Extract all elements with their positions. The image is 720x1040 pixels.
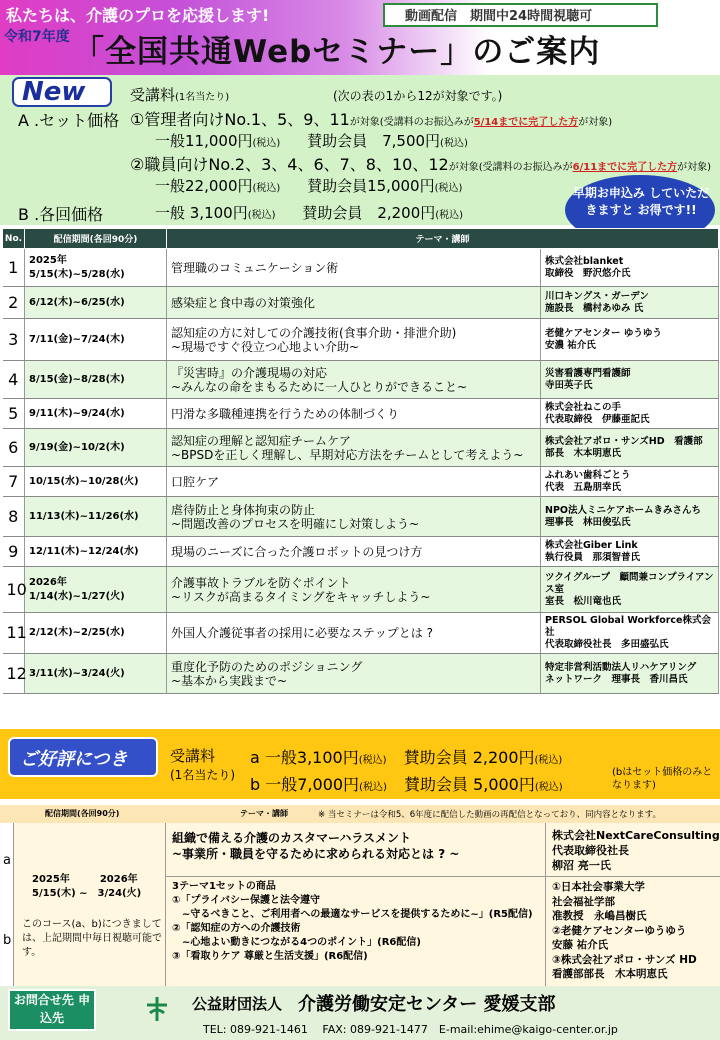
course-years: 2025年 2026年 [32,874,138,885]
manager-price-row [155,130,468,151]
session-theme: 介護事故トラブルを防ぐポイント ~リスクが高まるタイミングをキャッチしよう~ [167,567,541,613]
table-row [3,467,719,497]
session-theme: 『災害時』の介護現場の対応 ~みんなの命をまもるために一人ひとりができること~ [167,361,541,399]
tax-label: (税込) [358,755,387,766]
session-theme: 重度化予防のためのポジショニング ~基本から実践まで~ [167,654,541,694]
session-theme: 虐待防止と身体拘束の防止 ~問題改善のプロセスを明確にし対策しよう~ [167,497,541,537]
session-number: 4 [3,361,25,399]
session-speaker: NPO法人ミニケアホームきみさんち 理事長 林田俊弘氏 [541,497,719,537]
session-speaker: 株式会社blanket 取締役 野沢悠介氏 [541,249,719,287]
session-speaker: 災害看護専門看護師 寺田英子氏 [541,361,719,399]
each-price-row [155,202,463,223]
table-row [3,399,719,429]
session-date: 2025年 5/15(木)~5/28(水) [25,249,167,287]
course-date-range: 5/15(木) ~ 3/24(火) [32,888,142,899]
session-number: 3 [3,319,25,361]
contact-badge-label: お問合せ先 申込先 [13,993,91,1025]
table2-divider [165,823,166,986]
session-theme: 感染症と食中毒の対策強化 [167,287,541,319]
manager-deadline: 5/14までに完了した方 [473,117,579,128]
row-label-a: a [3,853,11,868]
each-general-price: 一般 3,100円 [155,204,248,222]
course-a-speaker: 株式会社NextCareConsulting 代表取締役社長 柳沼 亮一氏 [552,829,720,872]
fiscal-year: 令和7年度 [4,29,70,45]
session-date: 12/11(木)~12/24(水) [25,537,167,567]
stream-info: 動画配信 期間中24時間視聴可 [405,9,593,24]
session-speaker: ツクイグループ 顧問兼コンプライアンス室 室長 松川竜也氏 [541,567,719,613]
organization-prefix: 公益財団法人 [192,995,283,1013]
session-theme: 認知症の理解と認知症チームケア ~BPSDを正しく理解し、早期対応方法をチームとして考えよう~ [167,429,541,467]
manager-set-note-b: が対象) [578,117,613,128]
seminar-schedule-table [2,228,719,694]
manager-set-row [130,107,612,130]
tax-label: (税込) [252,138,281,149]
session-number: 5 [3,399,25,429]
session-number: 7 [3,467,25,497]
contact-info: TEL: 089-921-1461 FAX: 089-921-1477 E-mail:ehime@kaigo-center.or.jp [203,1023,618,1036]
staff-deadline: 6/11までに完了した方 [572,162,678,173]
organization-name: 介護労働安定センター 愛媛支部 [298,994,556,1015]
session-speaker: 株式会社Giber Link 執行役員 那須智普氏 [541,537,719,567]
session-theme: 外国人介護従事者の採用に必要なステップとは ? [167,613,541,654]
popular-b-row [250,772,563,795]
tax-label: (税込) [435,210,464,221]
staff-price-row [155,175,462,196]
session-theme: 口腔ケア [167,467,541,497]
session-number: 12 [3,654,25,694]
session-number: 2 [3,287,25,319]
session-number: 10 [3,567,25,613]
set-price-label: A .セット価格 [18,111,120,130]
each-member-price: 賛助会員 2,200円 [302,204,436,222]
popular-b-price: b 一般7,000円 [250,775,360,794]
table2-divider [166,876,720,877]
popular-fee-unit: (1名当たり) [170,768,235,782]
session-speaker: 特定非営利活動法人リハケアリング ネットワーク 理事長 香川昌氏 [541,654,719,694]
table2-note: ※ 当セミナーは令和5、6年度に配信した動画の再配信となっており、同内容となります。 [318,810,661,820]
popular-a-price: a 一般3,100円 [250,748,359,767]
table-row [3,613,719,654]
session-speaker: 株式会社アポロ・サンズHD 看護部 部長 木本明恵氏 [541,429,719,467]
fee-label-row [130,84,229,105]
session-date: 2/12(木)~2/25(水) [25,613,167,654]
session-theme: 認知症の方に対しての介護技術(食事介助・排泄介助) ~現場ですぐ役立つ心地よい介助~ [167,319,541,361]
table-row [3,567,719,613]
staff-set-note-a: が対象(受講料のお振込みが [448,162,573,173]
session-number: 8 [3,497,25,537]
staff-general-price: 一般22,000円 [155,177,253,195]
popular-b-member: 賛助会員 5,000円 [403,775,535,794]
session-speaker: 老健ケアセンター ゆうゆう 安濃 祐介氏 [541,319,719,361]
course-a-theme: 組織で備える介護のカスタマーハラスメント ~事業所・職員を守るために求められる対応とは ? ~ [172,831,460,861]
each-price-label: B .各回価格 [18,205,104,224]
table2-col-date: 配信期間(各回90分) [45,809,120,818]
session-theme: 現場のニーズに合った介護ロボットの見つけ方 [167,537,541,567]
table2-col-theme: テーマ・講師 [240,809,288,818]
staff-set-title: ②職員向けNo.2、3、4、6、7、8、10、12 [130,155,449,174]
session-date: 3/11(水)~3/24(火) [25,654,167,694]
session-speaker: 株式会社ねこの手 代表取締役 伊藤亜記氏 [541,399,719,429]
tax-label: (税込) [440,138,468,149]
table-row [3,537,719,567]
table-row [3,429,719,467]
course-note: このコース(a、b)につきましては、上記期間中毎日視聴可能です。 [22,919,162,958]
session-date: 9/11(木)~9/24(水) [25,399,167,429]
table2-divider [545,823,546,986]
staff-set-note-b: が対象) [677,162,712,173]
session-date: 11/13(木)~11/26(水) [25,497,167,537]
tagline: 私たちは、介護のプロを応援します! [6,6,270,25]
table-row [3,654,719,694]
session-date: 10/15(水)~10/28(火) [25,467,167,497]
session-number: 6 [3,429,25,467]
manager-general-price: 一般11,000円 [155,132,253,150]
table-row [3,319,719,361]
session-speaker: PERSOL Global Workforce株式会社 代表取締役社長 多田盛弘氏 [541,613,719,654]
table2-label-col [0,823,14,986]
session-number: 1 [3,249,25,287]
fee-label: 受講料 [130,86,176,104]
course-b-theme: 3テーマ1セットの商品 ①「プライバシー保護と法令遵守 ~守るべきこと、ご利用者への最適なサービスを提供するために~」(R5配信) ②「認知症の方への介護技術 ~心地よい動きにつながる4つのポイント」(R6配信) ③「看取りケア 尊厳と生活支援」(R6配信) [172,881,533,962]
table-row [3,497,719,537]
table-row [3,361,719,399]
popular-fee-label: 受講料 [170,747,216,765]
course-b-speaker: ①日本社会事業大学 社会福祉学部 准教授 永嶋昌樹氏 ②老健ケアセンターゆうゆう 安藤 祐介氏 ③株式会社アポロ・サンズ HD 看護部部長 木本明恵氏 [552,881,697,980]
table-row [3,249,719,287]
session-date: 7/11(金)~7/24(木) [25,319,167,361]
organization-logo-icon [143,995,171,1030]
session-date: 6/12(木)~6/25(水) [25,287,167,319]
tax-label: (税込) [534,755,563,766]
popular-b-note: (bはセット価格のみとなります) [612,767,713,791]
table-header-row [3,229,719,249]
col-header-theme: テーマ・講師 [167,229,719,249]
session-date: 8/15(金)~8/28(木) [25,361,167,399]
manager-set-title: ①管理者向けNo.1、5、9、11 [130,110,350,129]
col-header-date: 配信期間(各回90分) [25,229,167,249]
session-theme: 円滑な多職種連携を行うための体制づくり [167,399,541,429]
session-date: 2026年 1/14(水)~1/27(火) [25,567,167,613]
row-label-b: b [3,933,12,948]
tax-label: (税込) [252,183,281,194]
staff-member-price: 賛助会員15,000円 [307,177,435,195]
popular-a-member: 賛助会員 2,200円 [403,748,535,767]
session-theme: 管理職のコミュニケーション術 [167,249,541,287]
new-badge-label: New [22,77,86,107]
tax-label: (税込) [434,183,463,194]
session-number: 9 [3,537,25,567]
popular-a-row [250,745,562,768]
session-date: 9/19(金)~10/2(木) [25,429,167,467]
manager-member-price: 賛助会員 7,500円 [307,132,441,150]
staff-set-row [130,152,711,175]
fee-note: (次の表の1から12が対象です。) [333,89,503,103]
session-number: 11 [3,613,25,654]
session-speaker: 川口キングス・ガーデン 施設長 橋村あゆみ 氏 [541,287,719,319]
fee-unit: (1名当たり) [175,92,230,103]
col-header-no: No. [3,229,25,249]
early-bird-text: 早期お申込み していただきますと お得です!! [572,186,710,217]
tax-label: (税込) [359,782,387,793]
popular-badge-label: ご好評につき [20,749,128,770]
tax-label: (税込) [247,210,276,221]
page-title: 「全国共通Webセミナー」のご案内 [73,34,601,70]
session-speaker: ふれあい歯科ごとう 代表 五島朋幸氏 [541,467,719,497]
tax-label: (税込) [534,782,563,793]
manager-set-note-a: が対象(受講料のお振込みが [349,117,474,128]
table-row [3,287,719,319]
